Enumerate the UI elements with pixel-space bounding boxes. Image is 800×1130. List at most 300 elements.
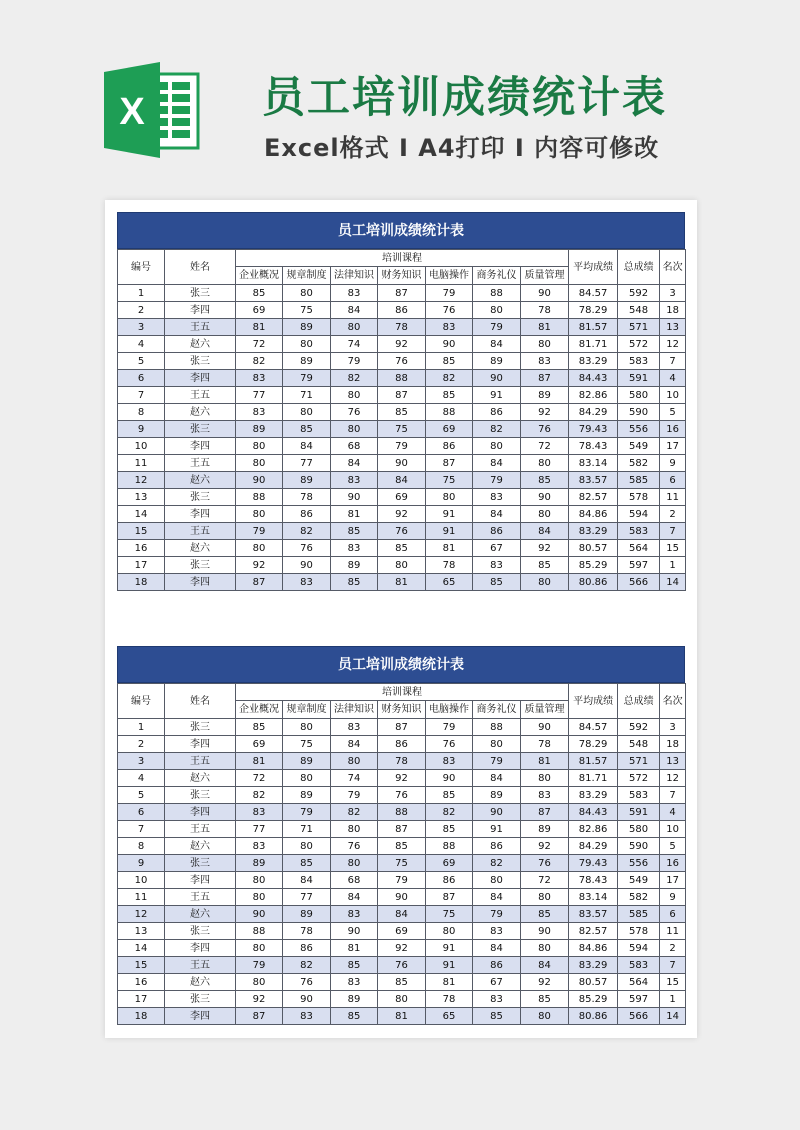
table-cell: 14	[118, 506, 165, 523]
table-cell: 89	[473, 787, 521, 804]
table-cell: 80	[283, 719, 331, 736]
score-table	[117, 683, 686, 1025]
table-cell: 张三	[165, 787, 236, 804]
table-cell: 80	[473, 302, 521, 319]
table-cell: 81	[521, 319, 569, 336]
table-cell: 赵六	[165, 838, 236, 855]
table-cell: 83	[473, 557, 521, 574]
table-row	[118, 889, 686, 906]
table-cell: 17	[118, 557, 165, 574]
table-cell: 84	[283, 872, 331, 889]
table-cell: 572	[618, 336, 660, 353]
table-cell: 583	[618, 523, 660, 540]
table-cell: 80	[236, 872, 283, 889]
table-cell: 16	[118, 540, 165, 557]
table-cell: 86	[426, 872, 473, 889]
table-cell: 86	[473, 404, 521, 421]
table-cell: 80	[521, 455, 569, 472]
table-cell: 76	[378, 353, 426, 370]
table-cell: 72	[236, 336, 283, 353]
table-cell: 69	[426, 421, 473, 438]
table-cell: 85	[378, 838, 426, 855]
table-cell: 81	[426, 974, 473, 991]
table-cell: 92	[378, 940, 426, 957]
table-cell: 80.86	[569, 574, 618, 591]
table-cell: 张三	[165, 855, 236, 872]
table-header	[118, 250, 686, 285]
table-cell: 585	[618, 472, 660, 489]
table-cell: 13	[660, 753, 686, 770]
table-cell: 85	[521, 991, 569, 1008]
table-cell: 76	[331, 404, 378, 421]
table-cell: 83	[521, 353, 569, 370]
table-cell: 79	[236, 523, 283, 540]
table-cell: 王五	[165, 455, 236, 472]
table-cell: 77	[236, 387, 283, 404]
table-cell: 84.43	[569, 370, 618, 387]
table-cell: 85	[378, 540, 426, 557]
table-cell: 7	[660, 787, 686, 804]
table-cell: 84	[378, 472, 426, 489]
table-cell: 90	[521, 719, 569, 736]
table-cell: 王五	[165, 753, 236, 770]
table-cell: 83	[473, 489, 521, 506]
table-cell: 14	[660, 574, 686, 591]
table-cell: 86	[473, 957, 521, 974]
table-cell: 82	[236, 353, 283, 370]
table-cell: 82	[473, 421, 521, 438]
table-cell: 578	[618, 923, 660, 940]
table-cell: 85	[378, 974, 426, 991]
table-cell: 91	[473, 387, 521, 404]
col-header-course: 电脑操作	[426, 267, 473, 285]
table-cell: 80	[236, 455, 283, 472]
table-cell: 80	[283, 336, 331, 353]
table-cell: 80	[236, 889, 283, 906]
table-cell: 83.29	[569, 353, 618, 370]
table-cell: 赵六	[165, 974, 236, 991]
table-cell: 86	[283, 506, 331, 523]
table-cell: 85	[426, 387, 473, 404]
table-cell: 12	[118, 472, 165, 489]
col-header-course: 法律知识	[331, 701, 378, 719]
table-cell: 65	[426, 1008, 473, 1025]
table-cell: 83	[473, 991, 521, 1008]
table-cell: 80	[331, 821, 378, 838]
table-cell: 78.29	[569, 302, 618, 319]
col-header-course: 规章制度	[283, 701, 331, 719]
table-cell: 85	[426, 787, 473, 804]
sheet-preview	[105, 200, 697, 1038]
table-cell: 89	[283, 472, 331, 489]
table-cell: 89	[236, 421, 283, 438]
table-cell: 82	[283, 957, 331, 974]
table-cell: 10	[118, 872, 165, 889]
col-header-rank: 名次	[660, 250, 686, 285]
table-cell: 18	[118, 574, 165, 591]
table-cell: 89	[283, 353, 331, 370]
table-cell: 87	[426, 889, 473, 906]
table-cell: 92	[236, 557, 283, 574]
table-cell: 3	[660, 719, 686, 736]
table-row	[118, 804, 686, 821]
table-cell: 9	[118, 421, 165, 438]
table-cell: 79	[331, 787, 378, 804]
table-cell: 13	[660, 319, 686, 336]
table-cell: 83	[426, 319, 473, 336]
table-cell: 80	[283, 838, 331, 855]
table-row	[118, 489, 686, 506]
table-cell: 赵六	[165, 472, 236, 489]
table-cell: 84	[378, 906, 426, 923]
table-cell: 84	[473, 940, 521, 957]
col-header-course: 企业概况	[236, 267, 283, 285]
table-cell: 10	[660, 387, 686, 404]
table-cell: 81.57	[569, 319, 618, 336]
col-header-id: 编号	[118, 684, 165, 719]
table-cell: 15	[118, 523, 165, 540]
table-cell: 89	[283, 787, 331, 804]
table-cell: 76	[283, 540, 331, 557]
table-cell: 549	[618, 438, 660, 455]
table-cell: 597	[618, 557, 660, 574]
col-header-avg: 平均成绩	[569, 684, 618, 719]
col-header-group: 培训课程	[236, 250, 569, 267]
table-cell: 571	[618, 319, 660, 336]
table-row	[118, 353, 686, 370]
table-cell: 91	[426, 506, 473, 523]
table-cell: 84	[331, 736, 378, 753]
table-cell: 78.43	[569, 872, 618, 889]
table-cell: 79	[283, 804, 331, 821]
table-cell: 88	[378, 370, 426, 387]
table-cell: 78	[521, 736, 569, 753]
col-header-course: 商务礼仪	[473, 267, 521, 285]
table-cell: 80.57	[569, 974, 618, 991]
table-cell: 80	[283, 770, 331, 787]
table-cell: 3	[118, 319, 165, 336]
table-cell: 86	[426, 438, 473, 455]
table-cell: 90	[331, 489, 378, 506]
table-cell: 83	[426, 753, 473, 770]
table-cell: 84	[473, 455, 521, 472]
table-row	[118, 455, 686, 472]
table-cell: 2	[118, 736, 165, 753]
table-cell: 556	[618, 855, 660, 872]
table-cell: 79	[378, 872, 426, 889]
table-cell: 75	[283, 302, 331, 319]
table-cell: 李四	[165, 438, 236, 455]
table-cell: 9	[660, 455, 686, 472]
table-cell: 80	[331, 421, 378, 438]
table-cell: 89	[331, 991, 378, 1008]
score-sheet	[117, 646, 685, 1025]
table-cell: 564	[618, 540, 660, 557]
table-cell: 79.43	[569, 855, 618, 872]
table-cell: 78	[283, 923, 331, 940]
table-cell: 86	[378, 302, 426, 319]
table-cell: 80	[236, 940, 283, 957]
table-cell: 88	[426, 838, 473, 855]
table-cell: 8	[118, 838, 165, 855]
table-cell: 81.57	[569, 753, 618, 770]
table-cell: 92	[378, 770, 426, 787]
header-row	[118, 684, 686, 701]
table-cell: 89	[521, 821, 569, 838]
table-cell: 81	[331, 940, 378, 957]
table-cell: 80	[473, 736, 521, 753]
table-cell: 83	[283, 1008, 331, 1025]
col-header-course: 财务知识	[378, 267, 426, 285]
table-cell: 15	[118, 957, 165, 974]
table-row	[118, 421, 686, 438]
table-cell: 80	[283, 285, 331, 302]
table-cell: 578	[618, 489, 660, 506]
table-cell: 王五	[165, 957, 236, 974]
table-cell: 92	[378, 506, 426, 523]
table-cell: 14	[118, 940, 165, 957]
col-header-course: 质量管理	[521, 701, 569, 719]
table-cell: 89	[283, 319, 331, 336]
table-cell: 79	[473, 319, 521, 336]
table-cell: 赵六	[165, 336, 236, 353]
table-cell: 79	[378, 438, 426, 455]
table-cell: 12	[660, 336, 686, 353]
table-cell: 76	[331, 838, 378, 855]
table-cell: 90	[521, 489, 569, 506]
table-cell: 90	[236, 472, 283, 489]
table-cell: 80	[236, 438, 283, 455]
table-row	[118, 787, 686, 804]
table-cell: 王五	[165, 523, 236, 540]
table-body	[118, 285, 686, 591]
table-cell: 83	[521, 787, 569, 804]
table-cell: 85	[521, 906, 569, 923]
table-cell: 7	[660, 353, 686, 370]
table-cell: 75	[378, 855, 426, 872]
table-cell: 80	[521, 506, 569, 523]
table-cell: 79	[283, 370, 331, 387]
table-cell: 69	[426, 855, 473, 872]
table-row	[118, 974, 686, 991]
table-cell: 580	[618, 821, 660, 838]
table-cell: 18	[660, 736, 686, 753]
table-cell: 556	[618, 421, 660, 438]
table-cell: 81	[521, 753, 569, 770]
table-cell: 81	[378, 1008, 426, 1025]
sheet-title: 员工培训成绩统计表	[117, 212, 685, 249]
table-cell: 80.86	[569, 1008, 618, 1025]
table-cell: 78	[378, 753, 426, 770]
table-cell: 84.57	[569, 719, 618, 736]
table-cell: 83	[331, 472, 378, 489]
table-row	[118, 872, 686, 889]
table-cell: 72	[521, 872, 569, 889]
table-cell: 591	[618, 804, 660, 821]
table-cell: 83	[283, 574, 331, 591]
table-cell: 5	[660, 404, 686, 421]
table-cell: 90	[236, 906, 283, 923]
table-row	[118, 991, 686, 1008]
table-cell: 81	[426, 540, 473, 557]
table-cell: 549	[618, 872, 660, 889]
table-cell: 84.29	[569, 838, 618, 855]
table-cell: 83	[331, 719, 378, 736]
table-cell: 82	[331, 370, 378, 387]
table-cell: 594	[618, 940, 660, 957]
table-cell: 583	[618, 957, 660, 974]
table-cell: 79	[473, 472, 521, 489]
table-cell: 85	[331, 574, 378, 591]
table-cell: 78.43	[569, 438, 618, 455]
table-cell: 5	[118, 787, 165, 804]
col-header-group: 培训课程	[236, 684, 569, 701]
table-cell: 82	[426, 804, 473, 821]
table-cell: 78	[426, 991, 473, 1008]
table-cell: 1	[660, 557, 686, 574]
table-row	[118, 438, 686, 455]
table-cell: 李四	[165, 940, 236, 957]
table-cell: 85	[236, 719, 283, 736]
table-cell: 13	[118, 489, 165, 506]
table-cell: 14	[660, 1008, 686, 1025]
table-cell: 5	[118, 353, 165, 370]
table-cell: 王五	[165, 319, 236, 336]
col-header-course: 法律知识	[331, 267, 378, 285]
table-cell: 6	[118, 804, 165, 821]
table-cell: 84	[473, 336, 521, 353]
table-cell: 5	[660, 838, 686, 855]
table-cell: 17	[660, 872, 686, 889]
table-row	[118, 472, 686, 489]
table-cell: 李四	[165, 1008, 236, 1025]
table-cell: 1	[118, 285, 165, 302]
table-cell: 90	[378, 889, 426, 906]
table-cell: 80	[331, 753, 378, 770]
table-cell: 77	[236, 821, 283, 838]
table-cell: 18	[660, 302, 686, 319]
table-cell: 92	[521, 974, 569, 991]
table-cell: 83	[236, 838, 283, 855]
table-cell: 4	[660, 804, 686, 821]
table-cell: 79	[473, 753, 521, 770]
table-cell: 90	[283, 557, 331, 574]
table-cell: 85.29	[569, 557, 618, 574]
table-cell: 83.57	[569, 906, 618, 923]
table-cell: 85	[521, 472, 569, 489]
table-cell: 76	[283, 974, 331, 991]
table-cell: 87	[236, 1008, 283, 1025]
table-cell: 92	[378, 336, 426, 353]
table-cell: 赵六	[165, 540, 236, 557]
table-row	[118, 540, 686, 557]
table-cell: 80	[426, 923, 473, 940]
table-row	[118, 906, 686, 923]
table-cell: 92	[521, 404, 569, 421]
table-cell: 82.57	[569, 923, 618, 940]
table-cell: 7	[118, 821, 165, 838]
table-cell: 90	[521, 285, 569, 302]
table-cell: 83	[331, 906, 378, 923]
table-cell: 1	[118, 719, 165, 736]
table-cell: 84	[521, 957, 569, 974]
table-cell: 79	[426, 285, 473, 302]
table-cell: 78.29	[569, 736, 618, 753]
table-cell: 83	[331, 974, 378, 991]
table-cell: 80	[521, 940, 569, 957]
col-header-name: 姓名	[165, 250, 236, 285]
table-cell: 83	[236, 804, 283, 821]
table-cell: 67	[473, 974, 521, 991]
table-cell: 17	[118, 991, 165, 1008]
table-cell: 85	[473, 1008, 521, 1025]
table-cell: 18	[118, 1008, 165, 1025]
table-cell: 85	[283, 421, 331, 438]
table-header	[118, 684, 686, 719]
table-cell: 76	[521, 421, 569, 438]
table-cell: 17	[660, 438, 686, 455]
table-cell: 80	[473, 438, 521, 455]
table-cell: 84.86	[569, 506, 618, 523]
table-cell: 88	[236, 923, 283, 940]
table-cell: 84.29	[569, 404, 618, 421]
table-cell: 92	[521, 540, 569, 557]
table-cell: 594	[618, 506, 660, 523]
table-cell: 90	[426, 336, 473, 353]
table-cell: 91	[426, 957, 473, 974]
table-cell: 12	[660, 770, 686, 787]
table-cell: 84	[331, 302, 378, 319]
table-cell: 王五	[165, 821, 236, 838]
table-row	[118, 370, 686, 387]
table-cell: 15	[660, 540, 686, 557]
col-header-course: 企业概况	[236, 701, 283, 719]
table-cell: 80	[283, 404, 331, 421]
table-cell: 571	[618, 753, 660, 770]
table-cell: 86	[378, 736, 426, 753]
table-cell: 87	[378, 719, 426, 736]
table-cell: 83.29	[569, 787, 618, 804]
table-cell: 李四	[165, 872, 236, 889]
table-cell: 82.86	[569, 387, 618, 404]
table-cell: 87	[236, 574, 283, 591]
table-cell: 82	[236, 787, 283, 804]
table-row	[118, 1008, 686, 1025]
table-cell: 78	[426, 557, 473, 574]
table-row	[118, 523, 686, 540]
table-body	[118, 719, 686, 1025]
table-cell: 591	[618, 370, 660, 387]
table-cell: 91	[473, 821, 521, 838]
table-cell: 80	[236, 506, 283, 523]
table-cell: 87	[426, 455, 473, 472]
table-cell: 84	[521, 523, 569, 540]
table-cell: 4	[118, 336, 165, 353]
table-cell: 92	[236, 991, 283, 1008]
table-cell: 87	[521, 370, 569, 387]
table-cell: 9	[118, 855, 165, 872]
table-cell: 86	[473, 838, 521, 855]
table-cell: 87	[378, 285, 426, 302]
table-cell: 585	[618, 906, 660, 923]
table-cell: 583	[618, 353, 660, 370]
table-cell: 6	[118, 370, 165, 387]
table-cell: 89	[473, 353, 521, 370]
table-cell: 83.29	[569, 957, 618, 974]
table-cell: 张三	[165, 353, 236, 370]
table-cell: 84	[473, 506, 521, 523]
table-cell: 71	[283, 387, 331, 404]
